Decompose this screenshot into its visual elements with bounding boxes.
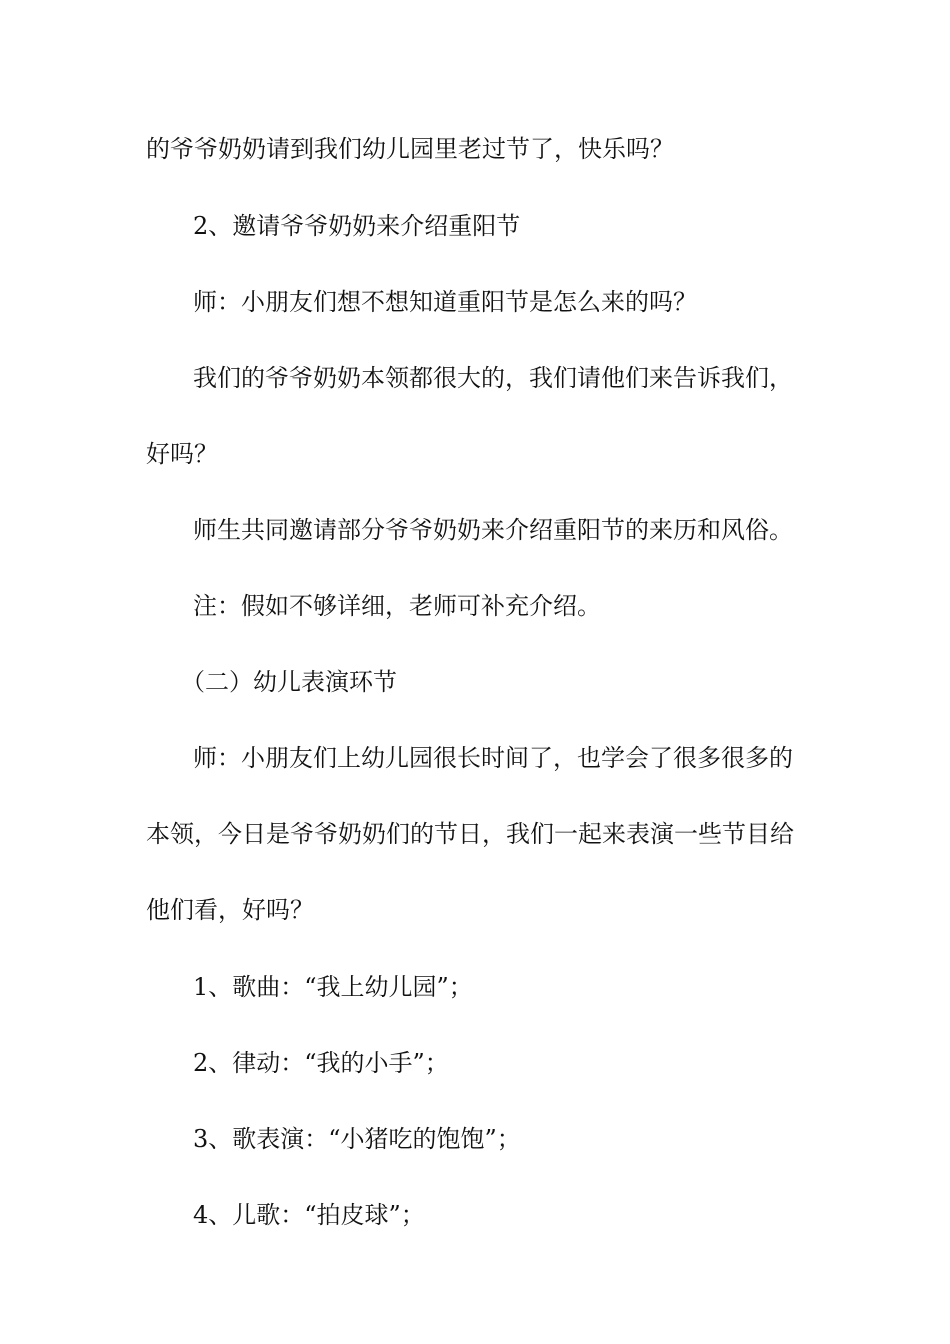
list-item: 1、歌曲：“我上幼儿园”；: [193, 973, 473, 1001]
list-item: 2、律动：“我的小手”；: [193, 1049, 449, 1077]
text-line: 师：小朋友们上幼儿园很长时间了，也学会了很多很多的: [193, 744, 793, 772]
text-line: 师：小朋友们想不想知道重阳节是怎么来的吗？: [193, 288, 697, 316]
list-item: 4、儿歌：“拍皮球”；: [193, 1201, 425, 1229]
text-line: 本领，今日是爷爷奶奶们的节日，我们一起来表演一些节目给: [146, 820, 794, 848]
text-line: 好吗？: [146, 440, 218, 468]
section-heading: （二）幼儿表演环节: [181, 668, 397, 696]
text-line: 他们看，好吗？: [146, 896, 314, 924]
list-item: 3、歌表演：“小猪吃的饱饱”；: [193, 1125, 521, 1153]
note-line: 注：假如不够详细，老师可补充介绍。: [193, 592, 601, 620]
text-line: 的爷爷奶奶请到我们幼儿园里老过节了，快乐吗？: [146, 135, 674, 163]
section-heading: 2、邀请爷爷奶奶来介绍重阳节: [193, 212, 521, 240]
text-line: 我们的爷爷奶奶本领都很大的，我们请他们来告诉我们，: [193, 364, 793, 392]
text-line: 师生共同邀请部分爷爷奶奶来介绍重阳节的来历和风俗。: [193, 516, 793, 544]
